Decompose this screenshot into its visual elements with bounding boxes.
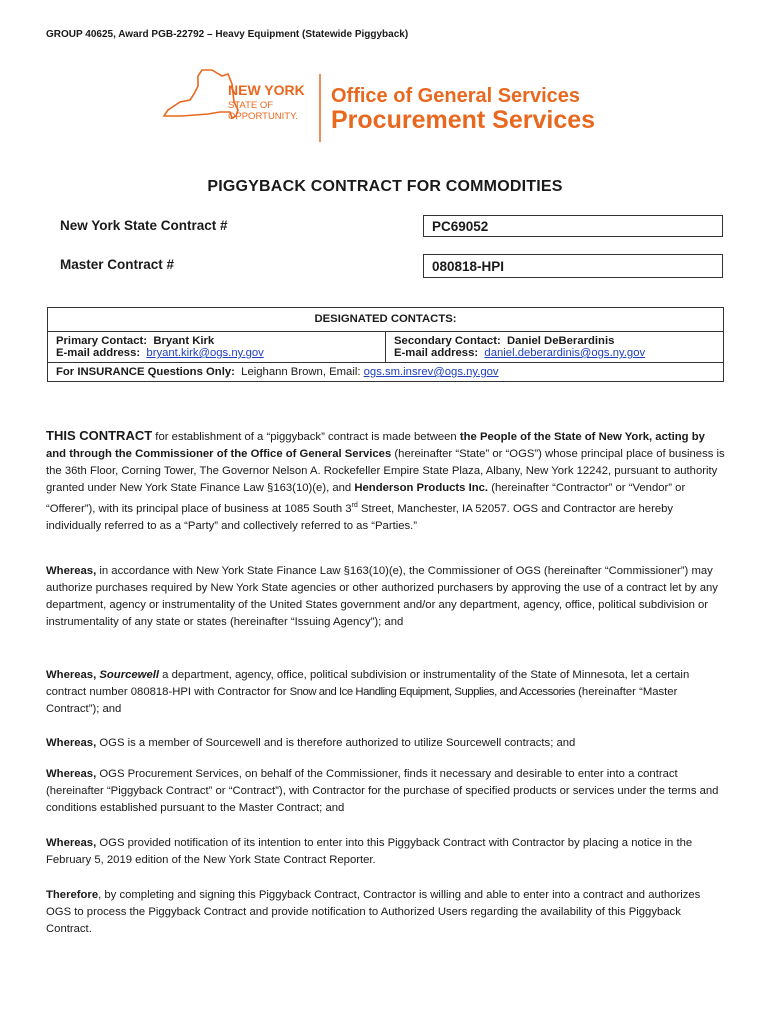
insurance-text: Leighann Brown, Email:	[241, 366, 361, 378]
p7-lead: Therefore	[46, 889, 99, 901]
p1-b: the People of the State of New York, acting by and through the Commissioner of the Office of General Services	[46, 431, 705, 460]
contacts-heading: DESIGNATED CONTACTS:	[314, 313, 457, 325]
p4-text: OGS is a member of Sourcewell and is therefore authorized to utilize Sourcewell contracts; and	[96, 737, 576, 749]
paragraph-therefore	[46, 887, 726, 938]
logo-line1: NEW YORK	[228, 82, 305, 98]
logo-agency-office: Office of General Services	[331, 85, 581, 107]
new-york-state-outline-icon	[164, 70, 238, 118]
logo-agency-procurement: Procurement Services	[331, 106, 596, 134]
p2-text: in accordance with New York State Finance Law §163(10)(e), the Commissioner of OGS (hereinafter “Commissioner”) may authorize purchases required by New York State agencies or other authorized purchasers by approving the use of a contract let by any department, agency or instrumentality of the United States government and/or any department, agency, office, political subdivision or instrumentality of any state or states (hereinafter “Issuing Agency”); and	[46, 565, 718, 628]
p1-lead: THIS CONTRACT	[46, 428, 153, 443]
logo-line2: STATE OF	[228, 100, 274, 111]
state-contract-value: PC69052	[423, 215, 723, 237]
p1-e: (hereinafter “Contractor” or “Vendor” or “Offerer”), with its principal place of business at 1085 South 3	[46, 482, 686, 515]
p3-b: Snow and Ice Handling Equipment, Supplies, and Accessories	[289, 686, 576, 698]
secondary-contact-label: Secondary Contact:	[394, 335, 501, 347]
primary-contact-label: Primary Contact:	[56, 335, 148, 347]
primary-contact-name: Bryant Kirk	[153, 335, 215, 347]
p1-c: (hereinafter “State” or “OGS”) whose principal place of business is the 36th Floor, Corning Tower, The Governor Nelson A. Rockefeller Empire State Plaza, Albany, New York 12242, pursuant to authority granted under New York State Finance Law §163(10)(e), and	[46, 448, 725, 494]
p5-lead: Whereas,	[46, 768, 97, 780]
paragraph-whereas-3	[46, 735, 726, 752]
insurance-contact-cell	[48, 363, 507, 381]
secondary-contact-cell	[386, 332, 723, 362]
p6-lead: Whereas,	[46, 837, 97, 849]
p4-lead: Whereas,	[46, 737, 97, 749]
paragraph-this-contract	[46, 427, 726, 535]
p3-lead: Whereas,	[46, 669, 97, 681]
insurance-label: For INSURANCE Questions Only:	[56, 366, 235, 378]
p3-a: a department, agency, office, political subdivision or instrumentality of the State of Minnesota, let a certain contract number 080818-HPI with Contractor for	[46, 669, 690, 698]
nys-ogs-logo	[162, 66, 602, 146]
logo-line3: OPPORTUNITY.	[228, 111, 298, 122]
secondary-email-label: E-mail address:	[394, 347, 479, 359]
paragraph-whereas-1	[46, 563, 726, 631]
document-title: PIGGYBACK CONTRACT FOR COMMODITIES	[207, 178, 563, 195]
p1-f: Street, Manchester, IA 52057. OGS and Contractor are hereby individually referred to as a “Party” and collectively referred to as “Parties.”	[46, 502, 674, 532]
primary-contact-cell	[48, 332, 386, 362]
secondary-email-link[interactable]: daniel.deberardinis@ogs.ny.gov	[484, 347, 646, 359]
paragraph-whereas-2	[46, 667, 726, 718]
p6-text: OGS provided notification of its intention to enter into this Piggyback Contract with Contractor by placing a notice in the February 5, 2019 edition of the New York State Contract Reporter.	[46, 837, 693, 866]
p5-text: OGS Procurement Services, on behalf of the Commissioner, finds it necessary and desirable to enter into a contract (hereinafter “Piggyback Contract” or “Contract”), with Contractor for the purchase of specified products or services under the terms and conditions established pursuant to the Master Contract; and	[46, 768, 719, 814]
p3-name: Sourcewell	[99, 669, 160, 681]
p7-text: , by completing and signing this Piggyback Contract, Contractor is willing and able to enter into a contract and authorizes OGS to process the Piggyback Contract and provide notification to Authorized Users regarding the availability of this Piggyback Contract.	[46, 889, 701, 935]
p1-sup: rd	[351, 502, 358, 509]
p1-a: for establishment of a “piggyback” contract is made between	[152, 431, 460, 443]
primary-email-link[interactable]: bryant.kirk@ogs.ny.gov	[146, 347, 264, 359]
primary-email-label: E-mail address:	[56, 347, 141, 359]
group-header: GROUP 40625, Award PGB-22792 – Heavy Equipment (Statewide Piggyback)	[46, 29, 409, 40]
insurance-email-link[interactable]: ogs.sm.insrev@ogs.ny.gov	[363, 366, 499, 378]
paragraph-whereas-5	[46, 835, 726, 869]
state-contract-label: New York State Contract #	[60, 218, 228, 233]
p1-d: Henderson Products Inc.	[354, 482, 489, 494]
master-contract-value: 080818-HPI	[423, 254, 723, 278]
master-contract-label: Master Contract #	[60, 257, 175, 272]
paragraph-whereas-4	[46, 766, 726, 817]
designated-contacts-table	[47, 307, 724, 382]
secondary-contact-name: Daniel DeBerardinis	[507, 335, 615, 347]
p3-c: (hereinafter “Master Contract”); and	[46, 686, 678, 715]
p2-lead: Whereas,	[46, 565, 97, 577]
